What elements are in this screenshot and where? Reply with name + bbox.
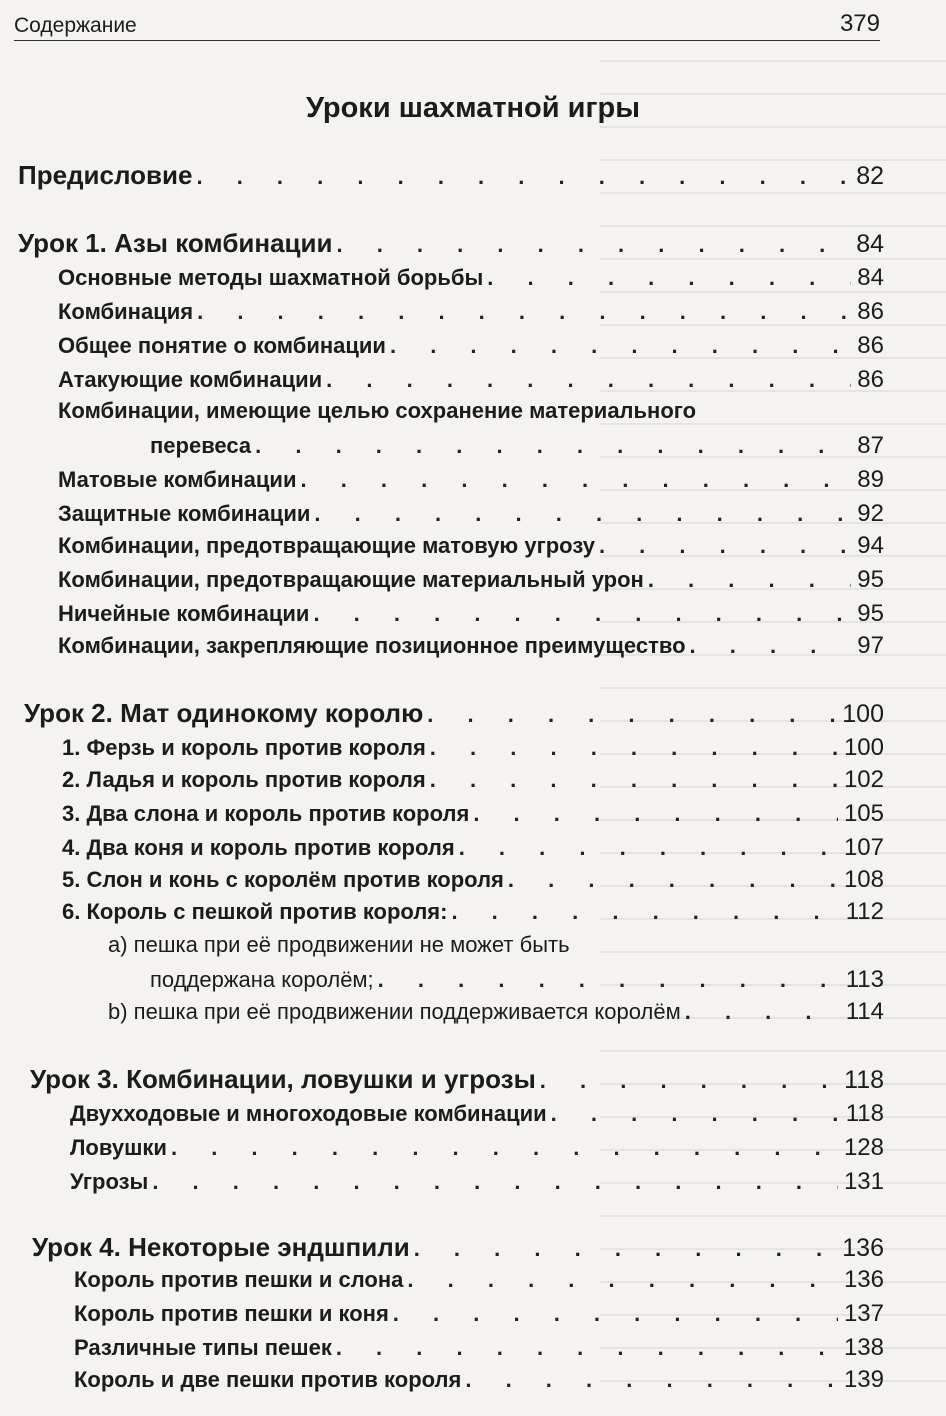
toc-entry[interactable]	[150, 966, 884, 994]
toc-entry[interactable]	[58, 632, 884, 660]
header-section: Содержание	[14, 14, 137, 37]
dot-leader	[690, 633, 852, 659]
toc-entry[interactable]	[74, 1366, 884, 1394]
toc-entry-page: 89	[857, 466, 884, 493]
toc-entry[interactable]	[108, 998, 884, 1026]
toc-entry-label: Урок 2. Мат одинокому королю	[24, 698, 424, 728]
toc-entry-page: 131	[843, 1168, 884, 1195]
toc-entry[interactable]	[70, 1168, 884, 1196]
toc-entry-page: 100	[842, 700, 884, 728]
toc-entry[interactable]	[62, 734, 884, 762]
toc-entry[interactable]	[58, 566, 884, 594]
toc-entry-page: 136	[842, 1234, 884, 1262]
toc-entry-label: Двухходовые и многоходовые комбинации	[70, 1101, 547, 1126]
dot-leader	[378, 967, 840, 993]
dot-leader	[171, 1135, 838, 1161]
toc-entry[interactable]	[62, 766, 884, 794]
toc-entry-page: 105	[843, 800, 884, 827]
toc-entry-label: 5. Слон и конь с королём против короля	[62, 867, 504, 892]
toc-entry-page: 112	[845, 898, 884, 925]
toc-entry[interactable]	[58, 500, 884, 528]
dot-leader	[313, 601, 851, 627]
toc-entry-page: 97	[857, 632, 884, 659]
dot-leader	[255, 433, 851, 459]
dot-leader	[300, 467, 851, 493]
toc-entry[interactable]	[62, 800, 884, 828]
dot-leader	[336, 1335, 838, 1361]
toc-entry-label: Общее понятие о комбинации	[58, 333, 386, 358]
toc-entry[interactable]	[150, 432, 884, 460]
dot-leader	[196, 164, 850, 190]
dot-leader	[414, 1236, 837, 1262]
toc-entry[interactable]	[58, 264, 884, 292]
toc-entry-label: Комбинации, закрепляющие позиционное преимущество	[58, 633, 686, 658]
toc-entry-label: b) пешка при её продвижении поддерживается королём	[108, 999, 681, 1024]
toc-entry-page: 82	[856, 162, 884, 190]
toc-entry-label: Защитные комбинации	[58, 501, 311, 526]
toc-entry-label: Ловушки	[70, 1135, 167, 1160]
toc-entry-preface[interactable]	[18, 160, 884, 191]
toc-entry-page: 108	[843, 866, 884, 893]
toc-entry-label: 2. Ладья и король против короля	[62, 767, 426, 792]
toc-entry-page: 102	[843, 766, 884, 793]
toc-entry-page: 84	[857, 264, 884, 291]
toc-entry-label: Король против пешки и коня	[74, 1301, 389, 1326]
toc-entry-label: Урок 4. Некоторые эндшпили	[32, 1232, 410, 1262]
dot-leader	[197, 299, 851, 325]
toc-entry[interactable]	[58, 332, 884, 360]
toc-entry[interactable]	[62, 866, 884, 894]
toc-entry[interactable]	[58, 366, 884, 394]
toc-entry[interactable]	[58, 532, 884, 560]
toc-entry-page: 94	[857, 532, 884, 559]
toc-entry-wrapped-first-line: Комбинации, имеющие целью сохранение материального	[58, 398, 697, 423]
toc-entry-label: 6. Король с пешкой против короля:	[62, 899, 448, 924]
toc-entry-lesson-3[interactable]	[30, 1064, 884, 1095]
toc-entry-page: 114	[845, 998, 884, 1025]
dot-leader	[685, 999, 840, 1025]
toc-entry-page: 100	[843, 734, 884, 761]
toc-entry-page: 113	[845, 966, 884, 993]
dot-leader	[451, 899, 839, 925]
dot-leader	[430, 735, 838, 761]
toc-entry-label: Основные методы шахматной борьбы	[58, 265, 484, 290]
toc-entry-page: 118	[845, 1100, 884, 1127]
dot-leader	[152, 1169, 838, 1195]
toc-entry-page: 86	[857, 332, 884, 359]
toc-entry-page: 92	[857, 500, 884, 527]
toc-entry-page: 107	[843, 834, 884, 861]
dot-leader	[648, 567, 851, 593]
dot-leader	[508, 867, 838, 893]
dot-leader	[393, 1301, 838, 1327]
dot-leader	[427, 702, 836, 728]
dot-leader	[336, 232, 850, 258]
dot-leader	[540, 1068, 838, 1094]
toc-entry-lesson-1[interactable]	[18, 228, 884, 259]
dot-leader	[326, 367, 851, 393]
toc-entry-page: 86	[857, 366, 884, 393]
toc-entry[interactable]	[74, 1266, 884, 1294]
toc-entry[interactable]	[62, 898, 884, 926]
toc-entry[interactable]	[58, 466, 884, 494]
toc-entry-page: 95	[857, 600, 884, 627]
toc-entry-label: Ничейные комбинации	[58, 601, 310, 626]
dot-leader	[551, 1101, 840, 1127]
dot-leader	[465, 1367, 838, 1393]
dot-leader	[407, 1267, 838, 1293]
toc-entry-label: 4. Два коня и король против короля	[62, 835, 455, 860]
toc-entry-label: Урок 3. Комбинации, ловушки и угрозы	[30, 1064, 536, 1094]
toc-entry-lesson-2[interactable]	[24, 698, 884, 729]
toc-entry[interactable]	[62, 834, 884, 862]
toc-entry-label: Угрозы	[70, 1169, 149, 1194]
toc-entry[interactable]	[70, 1100, 884, 1128]
toc-entry-label: Атакующие комбинации	[58, 367, 323, 392]
toc-entry[interactable]	[74, 1300, 884, 1328]
toc-entry[interactable]	[70, 1134, 884, 1162]
toc-entry-label: Король и две пешки против короля	[74, 1367, 462, 1392]
toc-entry-label: Комбинации, предотвращающие матовую угрозу	[58, 533, 595, 558]
running-header	[14, 6, 880, 41]
toc-entry-label: Различные типы пешек	[74, 1335, 332, 1360]
toc-entry-page: 139	[843, 1366, 884, 1393]
toc-entry-label: Урок 1. Азы комбинации	[18, 228, 333, 258]
toc-entry-page: 136	[843, 1266, 884, 1293]
toc-entry-label: Предисловие	[18, 160, 193, 190]
toc-entry-page: 118	[844, 1066, 884, 1094]
toc-entry-page: 95	[857, 566, 884, 593]
toc-entry-label: Комбинация	[58, 299, 194, 324]
toc-entry-label: перевеса	[150, 433, 252, 458]
toc-entry-label: 3. Два слона и король против короля	[62, 801, 470, 826]
dot-leader	[314, 501, 851, 527]
toc-entry-label: Комбинации, предотвращающие материальный урон	[58, 567, 644, 592]
toc-entry[interactable]	[58, 298, 884, 326]
toc-entry[interactable]	[58, 600, 884, 628]
dot-leader	[599, 533, 851, 559]
toc-entry-page: 138	[843, 1334, 884, 1361]
toc-entry-page: 84	[856, 230, 884, 258]
dot-leader	[473, 801, 838, 827]
toc-entry-label: 1. Ферзь и король против короля	[62, 735, 426, 760]
dot-leader	[390, 333, 851, 359]
toc-entry-wrapped-first-line: a) пешка при её продвижении не может быть	[108, 932, 570, 957]
header-page-number: 379	[839, 10, 880, 37]
toc-entry-label: Матовые комбинации	[58, 467, 297, 492]
toc-entry-page: 86	[857, 298, 884, 325]
dot-leader	[487, 265, 851, 291]
toc-title: Уроки шахматной игры	[305, 92, 641, 124]
toc-entry-page: 137	[843, 1300, 884, 1327]
toc-entry-page: 87	[857, 432, 884, 459]
toc-entry[interactable]	[74, 1334, 884, 1362]
dot-leader	[459, 835, 838, 861]
toc-entry-label: поддержана королём;	[150, 967, 374, 992]
dot-leader	[430, 767, 838, 793]
toc-entry-lesson-4[interactable]	[32, 1232, 884, 1263]
toc-entry-page: 128	[843, 1134, 884, 1161]
toc-entry-label: Король против пешки и слона	[74, 1267, 404, 1292]
